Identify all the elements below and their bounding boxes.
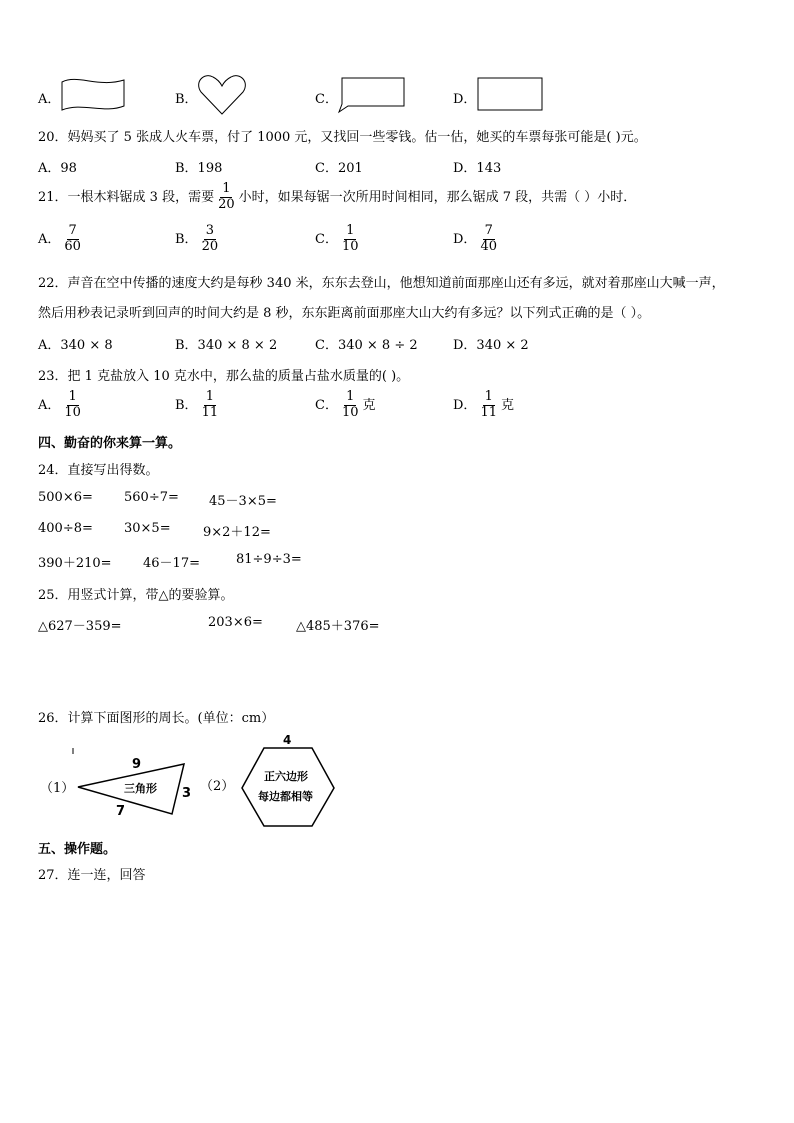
option-unit: 克 <box>500 397 514 413</box>
q24-item: 9×2＋12= <box>203 525 271 540</box>
q20-option-c[interactable]: C．201 <box>315 161 363 176</box>
option-letter: B． <box>175 92 198 107</box>
fraction-numerator: 1 <box>484 389 493 404</box>
figure-1-label: （1） <box>40 781 75 796</box>
triangle-name: 三角形 <box>124 782 157 795</box>
fraction-numerator: 7 <box>68 223 77 238</box>
option-fraction <box>200 390 221 421</box>
triangle-side-bottom: 7 <box>116 804 126 819</box>
option-fraction <box>62 390 83 421</box>
q21-text-after: 小时，如果每锯一次所用时间相同，那么锯成 7 段，共需（ ）小时． <box>238 189 637 205</box>
heart-shape <box>196 74 248 118</box>
q24-item: 500×6= <box>38 490 93 505</box>
fraction-denominator: 60 <box>64 238 81 254</box>
fraction-numerator: 1 <box>222 181 231 196</box>
option-letter: C． <box>315 397 338 413</box>
q24-item: 30×5= <box>124 521 171 536</box>
hexagon-shape <box>242 748 334 826</box>
figure-2-label: （2） <box>200 779 235 794</box>
q25-item: 203×6= <box>208 615 263 630</box>
fraction-numerator: 1 <box>205 389 214 404</box>
option-letter: B． <box>175 231 198 247</box>
fraction-denominator: 11 <box>201 404 219 420</box>
q24-item: 560÷7= <box>124 490 179 505</box>
q21-option-a[interactable] <box>38 224 85 255</box>
fraction-denominator: 40 <box>480 238 497 254</box>
q20-option-a[interactable]: A．98 <box>38 161 77 176</box>
option-letter: D． <box>453 397 477 413</box>
q21-fraction <box>216 182 237 213</box>
q23-option-d[interactable] <box>453 390 514 421</box>
q24-item: 390＋210= <box>38 556 112 571</box>
q24-item: 46－17= <box>143 556 200 571</box>
fraction-denominator: 10 <box>341 404 359 420</box>
triangle-side-top: 9 <box>132 757 142 772</box>
q21-option-b[interactable] <box>175 224 222 255</box>
q24-item: 400÷8= <box>38 521 93 536</box>
fraction-numerator: 3 <box>205 223 214 238</box>
q22-option-a[interactable]: A．340 × 8 <box>38 338 113 353</box>
section-5-title: 五、操作题。 <box>38 842 117 857</box>
q21-text <box>38 182 636 213</box>
fraction-denominator: 11 <box>480 404 497 420</box>
option-letter: A． <box>38 231 61 247</box>
q20-text: 20．妈妈买了 5 张成人火车票，付了 1000 元，又找回一些零钱。估一估，她买的车票每张可能是( )元。 <box>38 130 647 145</box>
q23-option-b[interactable] <box>175 390 222 421</box>
q19-option-d[interactable] <box>453 88 476 107</box>
q19-option-c[interactable] <box>315 88 338 107</box>
hexagon-side-top: 4 <box>283 733 292 747</box>
option-letter: C． <box>315 92 338 107</box>
option-fraction <box>200 224 221 255</box>
q20-option-b[interactable]: B．198 <box>175 161 223 176</box>
q24-text: 24．直接写出得数。 <box>38 463 159 478</box>
q22-line-1: 22．声音在空中传播的速度大约是每秒 340 米，东东去登山，他想知道前面那座山还有多远，就对着那座山大喊一声， <box>38 276 725 291</box>
fraction-denominator: 20 <box>218 196 235 212</box>
option-fraction <box>340 224 361 255</box>
fraction-numerator: 1 <box>346 223 355 238</box>
fraction-numerator: 7 <box>484 223 493 238</box>
q24-item: 81÷9÷3= <box>236 552 302 567</box>
option-letter: D． <box>453 231 477 247</box>
option-fraction <box>478 390 499 421</box>
wavy-rectangle-shape <box>58 76 128 116</box>
fraction-numerator: 1 <box>346 389 355 404</box>
q21-text-before: 21．一根木料锯成 3 段，需要 <box>38 189 215 205</box>
option-letter: C． <box>315 231 338 247</box>
q22-line-2: 然后用秒表记录听到回声的时间大约是 8 秒，东东距离前面那座大山大约有多远？以下列式正确的是（ ）。 <box>38 306 651 321</box>
q22-option-b[interactable]: B．340 × 8 × 2 <box>175 338 278 353</box>
curved-edge-shape <box>474 74 548 116</box>
q22-option-d[interactable]: D．340 × 2 <box>453 338 529 353</box>
q20-option-d[interactable]: D．143 <box>453 161 502 176</box>
hexagon-figure <box>232 730 342 830</box>
section-4-title: 四、勤奋的你来算一算。 <box>38 436 182 451</box>
option-letter: A． <box>38 397 61 413</box>
option-fraction <box>478 224 499 255</box>
triangle-side-right: 3 <box>182 786 192 801</box>
hexagon-name-line-2: 每边都相等 <box>258 790 313 803</box>
option-letter: B． <box>175 397 198 413</box>
hexagon-name-line-1: 正六边形 <box>264 770 308 783</box>
q24-item: 45－3×5= <box>209 494 277 509</box>
option-letter: A． <box>38 92 61 107</box>
option-fraction <box>340 390 361 421</box>
q22-option-c[interactable]: C．340 × 8 ÷ 2 <box>315 338 418 353</box>
triangle-figure <box>68 740 198 820</box>
q23-text: 23．把 1 克盐放入 10 克水中，那么盐的质量占盐水质量的( )。 <box>38 369 410 384</box>
q25-text: 25．用竖式计算，带△的要验算。 <box>38 588 234 603</box>
fraction-denominator: 20 <box>201 238 219 254</box>
q27-text: 27．连一连，回答 <box>38 868 146 883</box>
q26-text: 26．计算下面图形的周长。(单位：cm） <box>38 711 275 726</box>
fraction-numerator: 1 <box>68 389 77 404</box>
q25-item: △485＋376= <box>296 619 380 634</box>
q21-option-c[interactable] <box>315 224 363 255</box>
q23-option-c[interactable] <box>315 390 376 421</box>
speech-box-shape <box>336 74 408 114</box>
q25-item: △627－359= <box>38 619 122 634</box>
q23-option-a[interactable] <box>38 390 85 421</box>
option-fraction <box>62 224 83 255</box>
fraction-denominator: 10 <box>64 404 81 420</box>
fraction-denominator: 10 <box>341 238 359 254</box>
option-letter: D． <box>453 92 477 107</box>
option-unit: 克 <box>362 397 376 413</box>
q21-option-d[interactable] <box>453 224 501 255</box>
q19-option-b[interactable] <box>175 88 198 107</box>
